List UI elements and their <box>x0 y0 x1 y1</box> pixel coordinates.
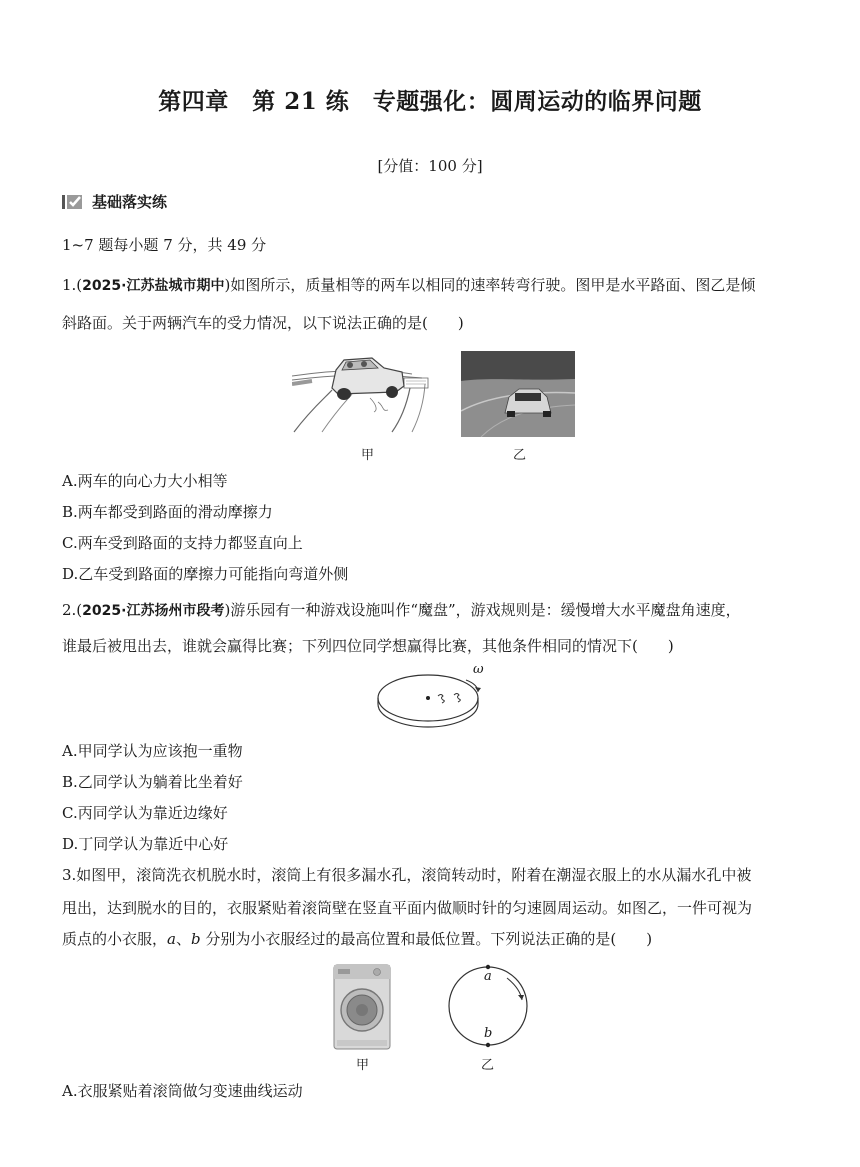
q1-line-2: 斜路面。关于两辆汽车的受力情况，以下说法正确的是( ) <box>62 314 464 332</box>
point-a-label: a <box>484 969 492 984</box>
checklist-icon <box>62 194 84 210</box>
q1-number: 1.( <box>62 276 83 294</box>
q3-figure-washing-machine <box>333 964 391 1054</box>
q3-caption-left: 甲 <box>356 1058 370 1073</box>
q1-option-c[interactable]: C.两车受到路面的支持力都竖直向上 <box>62 534 303 552</box>
var-b: b <box>190 930 201 948</box>
q1-caption-left: 甲 <box>361 448 375 463</box>
q1-option-d[interactable]: D.乙车受到路面的摩擦力可能指向弯道外侧 <box>62 565 349 583</box>
q1-line-1 <box>62 275 755 296</box>
q3-text-c2: 、 <box>175 930 191 948</box>
q1-source: 2025·江苏盐城市期中 <box>82 278 225 294</box>
point-b-label: b <box>484 1026 493 1041</box>
q3-text-c1: 质点的小衣服， <box>62 930 168 948</box>
q2-option-d[interactable]: D.丁同学认为靠近中心好 <box>62 835 229 853</box>
q1-option-b[interactable]: B.两车都受到路面的滑动摩擦力 <box>62 503 273 521</box>
var-a: a <box>167 930 176 948</box>
q2-option-a[interactable]: A.甲同学认为应该抱一重物 <box>62 742 243 760</box>
q3-line-2: 甩出，达到脱水的目的，衣服紧贴着滚筒壁在竖直平面内做顺时针的匀速圆周运动。如图乙，一件可视为 <box>62 899 753 917</box>
instructions: 1~7 题每小题 7 分，共 49 分 <box>62 236 267 254</box>
q2-line-1 <box>62 600 741 621</box>
q1-caption-right: 乙 <box>513 448 527 463</box>
q2-text-a: )游乐园有一种游戏设施叫作“魔盘”，游戏规则是：缓慢增大水平魔盘角速度， <box>224 601 741 619</box>
q2-line-2: 谁最后被甩出去，谁就会赢得比赛；下列四位同学想赢得比赛，其他条件相同的情况下( ) <box>62 637 674 655</box>
q3-option-a[interactable]: A.衣服紧贴着滚筒做匀变速曲线运动 <box>62 1082 303 1100</box>
q3-line-3 <box>62 929 652 949</box>
q1-figure-flat-road <box>292 348 430 438</box>
q2-number: 2.( <box>62 601 83 619</box>
q1-option-a[interactable]: A.两车的向心力大小相等 <box>62 472 228 490</box>
omega-label: ω <box>473 662 484 677</box>
q2-option-b[interactable]: B.乙同学认为躺着比坐着好 <box>62 773 243 791</box>
q1-figure-banked-road <box>461 351 575 441</box>
page-title: 第四章 第 21 练 专题强化：圆周运动的临界问题 <box>158 88 702 115</box>
q2-option-c[interactable]: C.丙同学认为靠近边缘好 <box>62 804 228 822</box>
q2-source: 2025·江苏扬州市段考 <box>82 603 225 619</box>
section-heading <box>62 191 167 212</box>
q1-text-a: )如图所示，质量相等的两车以相同的速率转弯行驶。图甲是水平路面、图乙是倾 <box>224 276 756 294</box>
q3-caption-right: 乙 <box>481 1058 495 1073</box>
score-label: [分值：100 分] <box>377 157 483 175</box>
q3-text-c3: 分别为小衣服经过的最高位置和最低位置。下列说法正确的是( ) <box>200 930 653 948</box>
section-label: 基础落实练 <box>92 193 168 211</box>
q3-line-1: 3.如图甲，滚筒洗衣机脱水时，滚筒上有很多漏水孔，滚筒转动时，附着在潮湿衣服上的水从漏水孔中被 <box>62 866 752 884</box>
